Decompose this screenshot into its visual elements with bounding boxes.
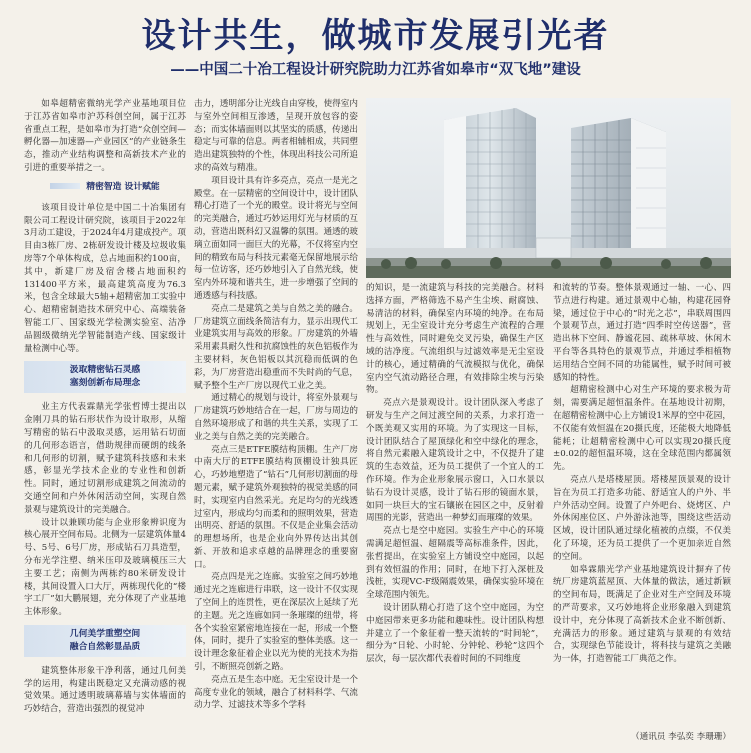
paragraph: 项目设计具有许多亮点，亮点一是光之殿堂。在一层精密的空间设计中，设计团队精心打造了一个光的殿堂。设计将光与空间的完美融合，通过巧妙运用灯光与材质的互动，营造出既科幻又温馨的氛围。通透的玻璃立面如同一面巨大的光幕，不仅将室内空间的精致布局与科技元素毫无保留地展示给每一位访客，还巧妙地引入了自然光线，使室内外环境和谐共生，进一步增强了空间的通透感与科技感。 xyxy=(194,175,358,301)
paragraph: 设计以兼顾功能与企业形象辨识度为核心展开空间布局。北侧为一层建筑体量4号、5号、6号厂房，形成钻石刀具造型，分布光学注塑、纳米压印及玻璃模压三大主要工艺；南侧为两栋约80米研发设计楼，其间设置入口大厅，两栋现代化的“楼宇工厂”如大鹏展翅，充分体现了产业基地主体形象。 xyxy=(24,517,186,618)
paragraph: 的知识，是一流建筑与科技的完美融合。材料选择方面，严格筛选不易产生尘埃、耐腐蚀、易清洁的材料，确保室内环境的纯净。在布局规划上，无尘室设计充分考虑生产流程的合理性与高效性，同时避免交叉污染，确保生产区域的洁净度。气流组织与过滤效率是无尘室设计的核心，通过精确的气流模拟与优化，确保室内空气流动路径合理，有效排除尘埃与污染物。 xyxy=(366,283,544,396)
paragraph: 超精密检测中心对生产环境的要求极为苛刻，需要满足超恒温条件。在基地设计初期，在超精密检测中心上方铺设1米厚的空中花园，不仅能有效恒温在20摄氏度，还能极大地降低能耗；让超精密检测中心可以实现20摄氏度±0.02的超恒温环境，这在全球范围内都属领先。 xyxy=(553,385,731,473)
paragraph: 通过精心的规划与设计，将室外景观与厂房建筑巧妙地结合在一起，厂房与周边的自然环境形成了和谐的共生关系，实现了工业之美与自然之美的完美融合。 xyxy=(194,393,358,442)
paragraph: 业主方代表霖鼎光学张哲博士提出以金刚刀具的钻石形状作为设计取形，从缩写精密的钻石中汲取灵感，运用钻石切面的几何形态语言，借助规律而硬朗的线条和几何形的切割，赋予建筑科技感和未来感，彰显光学技术企业的专业性和创新性。同时，通过切割形成建筑之间流动的交通空间和户外休闲活动空间，实现自然景观与建筑设计的完美融合。 xyxy=(24,402,186,515)
paragraph: 亮点二是建筑之美与自然之美的融合。厂房建筑立面线条简洁有力，显示出现代工业建筑实用与高效的形象。厂房建筑的外墙采用素具耐久性和抗腐蚀性的灰色铝板作为主要材料，灰色铝板以其沉稳而低调的色彩，为厂房营造出稳重而不失时尚的气息，赋予整个生产厂房以现代工业之美。 xyxy=(194,303,358,391)
paragraph: 击力，透明部分让光线自由穿梭，使得室内与室外空间相互渗透，呈现开放包容的姿态；而实体墙面则以其坚实的质感，传递出稳定与可靠的信息。两者相辅相成，共同塑造出建筑独特的个性，体现出科技公司所追求的高效与精准。 xyxy=(194,99,358,173)
paragraph: 亮点七是空中庭园。实验生产中心的环境需满足超恒温、超隔震等高标准条件，因此，张哲提出，在实验室上方铺设空中庭园，以起到有效恒温的作用；同时，在地下打入深桩及浅桩，实现VC-F级隔震效果，确保实验环境在全球范围内领先。 xyxy=(366,526,544,601)
paragraph: 亮点五是生态中庭。无尘室设计是一个高度专业化的领域，融合了材料科学、气流动力学、过滤技术等多个学科 xyxy=(194,674,358,711)
article-subtitle: ——中国二十冶工程设计研究院助力江苏省如皋市“双飞地”建设 xyxy=(170,62,581,78)
section-heading-line2: 融合自然彰显品质 xyxy=(69,641,141,652)
paragraph: 建筑整体形象干净利落，通过几何美学的运用，构建出既稳定又充满动感的视觉效果。通过透明玻璃幕墙与实体墙面的巧妙结合，营造出强烈的视觉冲 xyxy=(24,665,186,715)
paragraph: 亮点八是塔楼屋顶。塔楼屋顶景观的设计旨在为员工打造多功能、舒适宜人的户外、半户外活动空间。设置了户外吧台、烧烤区、户外休闲座位区、户外游泳池等，围绕这些活动区域，设计团队通过绿化植被的点缀，不仅美化了环境，还为员工提供了一个更加亲近自然的空间。 xyxy=(553,474,731,562)
paragraph: 亮点四是光之连廊。实验室之间巧妙地通过光之连廊进行串联，这一设计不仅实现了空间上的连贯性，更在深层次上延续了光的主题。光之连廊如同一条璀璨的纽带，将各个实验室紧密地连接在一起，形成一个整体，同时，提升了实验室的整体美感。这一设计理念象征着企业以光为使的光技术为指引，不断照亮创新之路。 xyxy=(194,572,358,673)
right-tower xyxy=(571,118,666,258)
section-heading: 精密智造 设计赋能 xyxy=(24,181,186,194)
paragraph: 如皋超精密微纳光学产业基地项目位于江苏省如皋市沪苏科创空间，属于江苏省重点工程，是如皋市为打造“众创空间—孵化器—加速器—产业园区”的产业链条生态，推动产业结构调整和高新技术产业的引进的重要举措之一。 xyxy=(24,99,186,173)
section-heading xyxy=(24,625,186,657)
lobby xyxy=(536,238,571,258)
paragraph: 亮点六是景观设计。设计团队深入考虑了研发与生产之间过渡空间的关系，力求打造一个既美观又实用的环境。为了实现这一目标，设计团队结合了屋顶绿化和空中绿化的理念，将自然元素融入建筑设计之中，不仅提升了建筑的生态效益，还为员工提供了一个宜人的工作环境。作为企业形象展示窗口，入口水景以钻石为设计灵感，设计了钻石形的镜面水景，如同一块巨大的宝石镶嵌在园区之中，反射着周围的光影，营造出一种梦幻而璀璨的效果。 xyxy=(366,398,544,524)
section-heading-line1: 汲取精密钻石灵感 xyxy=(69,365,141,376)
column-3 xyxy=(366,282,544,722)
towers-illustration xyxy=(366,98,731,278)
paragraph: 设计团队精心打造了这个空中庭园，为空中庭园带来更多功能和趣味性。设计团队构想并建立了一个象征着一整天流转的“时间轮”，细分为“日轮、小时轮、分钟轮、秒轮”这四个层次，每一层次都代表着时间的不同维度 xyxy=(366,602,544,665)
column-2 xyxy=(194,98,358,748)
paragraph: 亮点三是ETFE膜结构顶棚。生产厂房中南大厅的ETFE膜结构顶棚设计独具匠心，巧妙地塑造了“钻石”几何形切割面的母题元素，赋予建筑外观独特的视觉美感的同时，实现室内自然采光。充足均匀的光线透过室内，形成均匀而柔和的照明效果，营造出明亮、舒适的氛围。不仅是企业集会活动的理想场所，也是企业向外界传达出其创新、开放和追求卓越的品牌理念的重要窗口。 xyxy=(194,444,358,570)
left-tower xyxy=(444,108,536,258)
paragraph: 如皋霖鼎光学产业基地建筑设计摒弃了传统厂房建筑蓝屋顶、大体量的做法，通过新颖的空间布局，既满足了企业对生产空间及环境的严苛要求，又巧妙地将企业形象融入到建筑设计中，充分体现了高新技术企业不断创新、充满活力的形象。通过建筑与景观的有效结合，实现绿色节能设计，将科技与建筑之美融为一体，打造智能工厂典范之作。 xyxy=(553,564,731,665)
column-1 xyxy=(24,98,186,748)
paragraph: 和流转的节奏。整体景观通过一轴、一心、四节点进行构建。通过景观中心轴，构建花园脊梁，通过位于中心的“时光之芯”，串联周围四个景观节点，通过打造“四季时空传送器”，营造出林下空间、静谧花园、疏林草坡、休闲木平台等各具特色的景观节点，并通过季相植物运用结合空间不同的功能属性，赋予时间可被感知的特性。 xyxy=(553,283,731,383)
column-4 xyxy=(553,282,731,722)
heading-bar xyxy=(50,183,80,189)
section-heading-line2: 塞刻创新布局理念 xyxy=(69,378,141,389)
section-heading-line1: 几何美学重塑空间 xyxy=(69,628,141,639)
paragraph: 该项目设计单位是中国二十冶集团有限公司工程设计研究院，该项目于2022年3月动工建设，于2024年4月建成投产。项目由3栋厂房、2栋研发设计楼及垃圾收集房等7个单体构成，总占地面积约100亩，其中，新建厂房及宿舍楼占地面积约131400平方米，最高建筑高度为76.3米，包含全球最大5轴+超精密加工实验中心、超精密制造技术研究中心、高端装备智能工厂、国家级光学检测实验室、洁净品圆级微纳光学智能制造产线、国家级计量检测中心等。 xyxy=(24,202,186,354)
trees xyxy=(366,266,731,278)
building-photo xyxy=(366,98,731,278)
byline: （通讯员 李弘奕 李珊珊） xyxy=(631,732,731,742)
section-heading xyxy=(24,361,186,393)
article-title: 设计共生，做城市发展引光者 xyxy=(141,16,610,56)
